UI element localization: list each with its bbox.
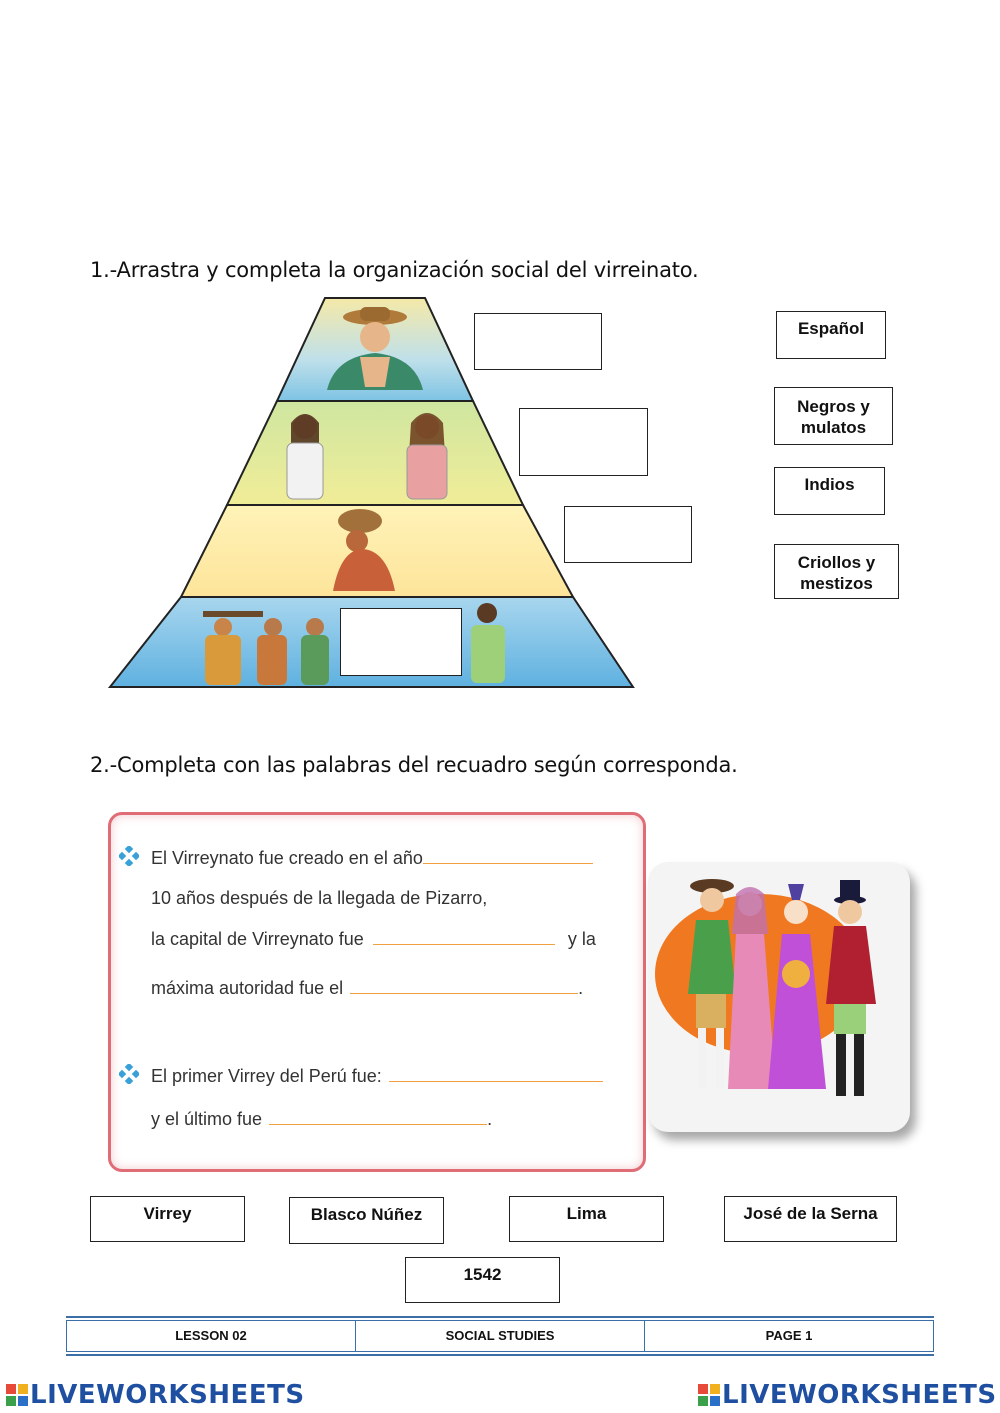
blank-last-viceroy[interactable] — [269, 1110, 487, 1125]
footer-table — [66, 1316, 934, 1356]
blank-capital[interactable] — [373, 930, 555, 945]
footer-page: PAGE 1 — [765, 1328, 813, 1343]
blank-first-viceroy[interactable] — [389, 1067, 603, 1082]
diamond-bullet-icon — [119, 1064, 139, 1084]
dropzone-level-3[interactable] — [564, 506, 692, 563]
section2-heading: 2.-Completa con las palabras del recuadro según corresponda. — [90, 753, 738, 777]
colonial-people-illustration — [650, 864, 908, 1130]
liveworksheets-logo-icon — [6, 1384, 28, 1406]
paragraph1-line3: la capital de Virreynato fue y la — [151, 929, 596, 949]
word-indios[interactable]: Indios — [774, 467, 885, 515]
paragraph2-line1: El primer Virrey del Perú fue: — [151, 1066, 603, 1087]
word-espanol[interactable]: Español — [776, 311, 886, 359]
dropzone-level-4[interactable] — [340, 608, 462, 676]
paragraph1-line2: 10 años después de la llegada de Pizarro, — [151, 888, 488, 908]
footer-lesson: LESSON 02 — [67, 1321, 356, 1351]
dropzone-level-2[interactable] — [519, 408, 648, 476]
word-lima[interactable]: Lima — [509, 1196, 664, 1242]
word-1542[interactable]: 1542 — [405, 1257, 560, 1303]
brand-right: LIVEWORKSHEETS — [698, 1380, 997, 1410]
diamond-bullet-icon — [119, 846, 139, 866]
word-virrey[interactable]: Virrey — [90, 1196, 245, 1242]
blank-authority[interactable] — [350, 979, 578, 994]
paragraph2-line2: y el último fue . — [151, 1109, 493, 1129]
word-criollos-y-mestizos[interactable]: Criollos y mestizos — [774, 544, 899, 599]
blank-year[interactable] — [423, 849, 593, 864]
dropzone-level-1[interactable] — [474, 313, 602, 370]
word-blasco-nunez[interactable]: Blasco Núñez — [289, 1197, 444, 1244]
word-jose-de-la-serna[interactable]: José de la Serna — [724, 1196, 897, 1242]
footer-subject: SOCIAL STUDIES — [356, 1321, 645, 1351]
paragraph1-line4: máxima autoridad fue el . — [151, 978, 584, 998]
paragraph1-line1: El Virreynato fue creado en el año — [151, 848, 593, 869]
brand-left: LIVEWORKSHEETS — [6, 1380, 305, 1410]
section1-heading: 1.-Arrastra y completa la organización social del virreinato. — [90, 258, 699, 282]
word-negros-y-mulatos[interactable]: Negros y mulatos — [774, 387, 893, 445]
liveworksheets-logo-icon — [698, 1384, 720, 1406]
